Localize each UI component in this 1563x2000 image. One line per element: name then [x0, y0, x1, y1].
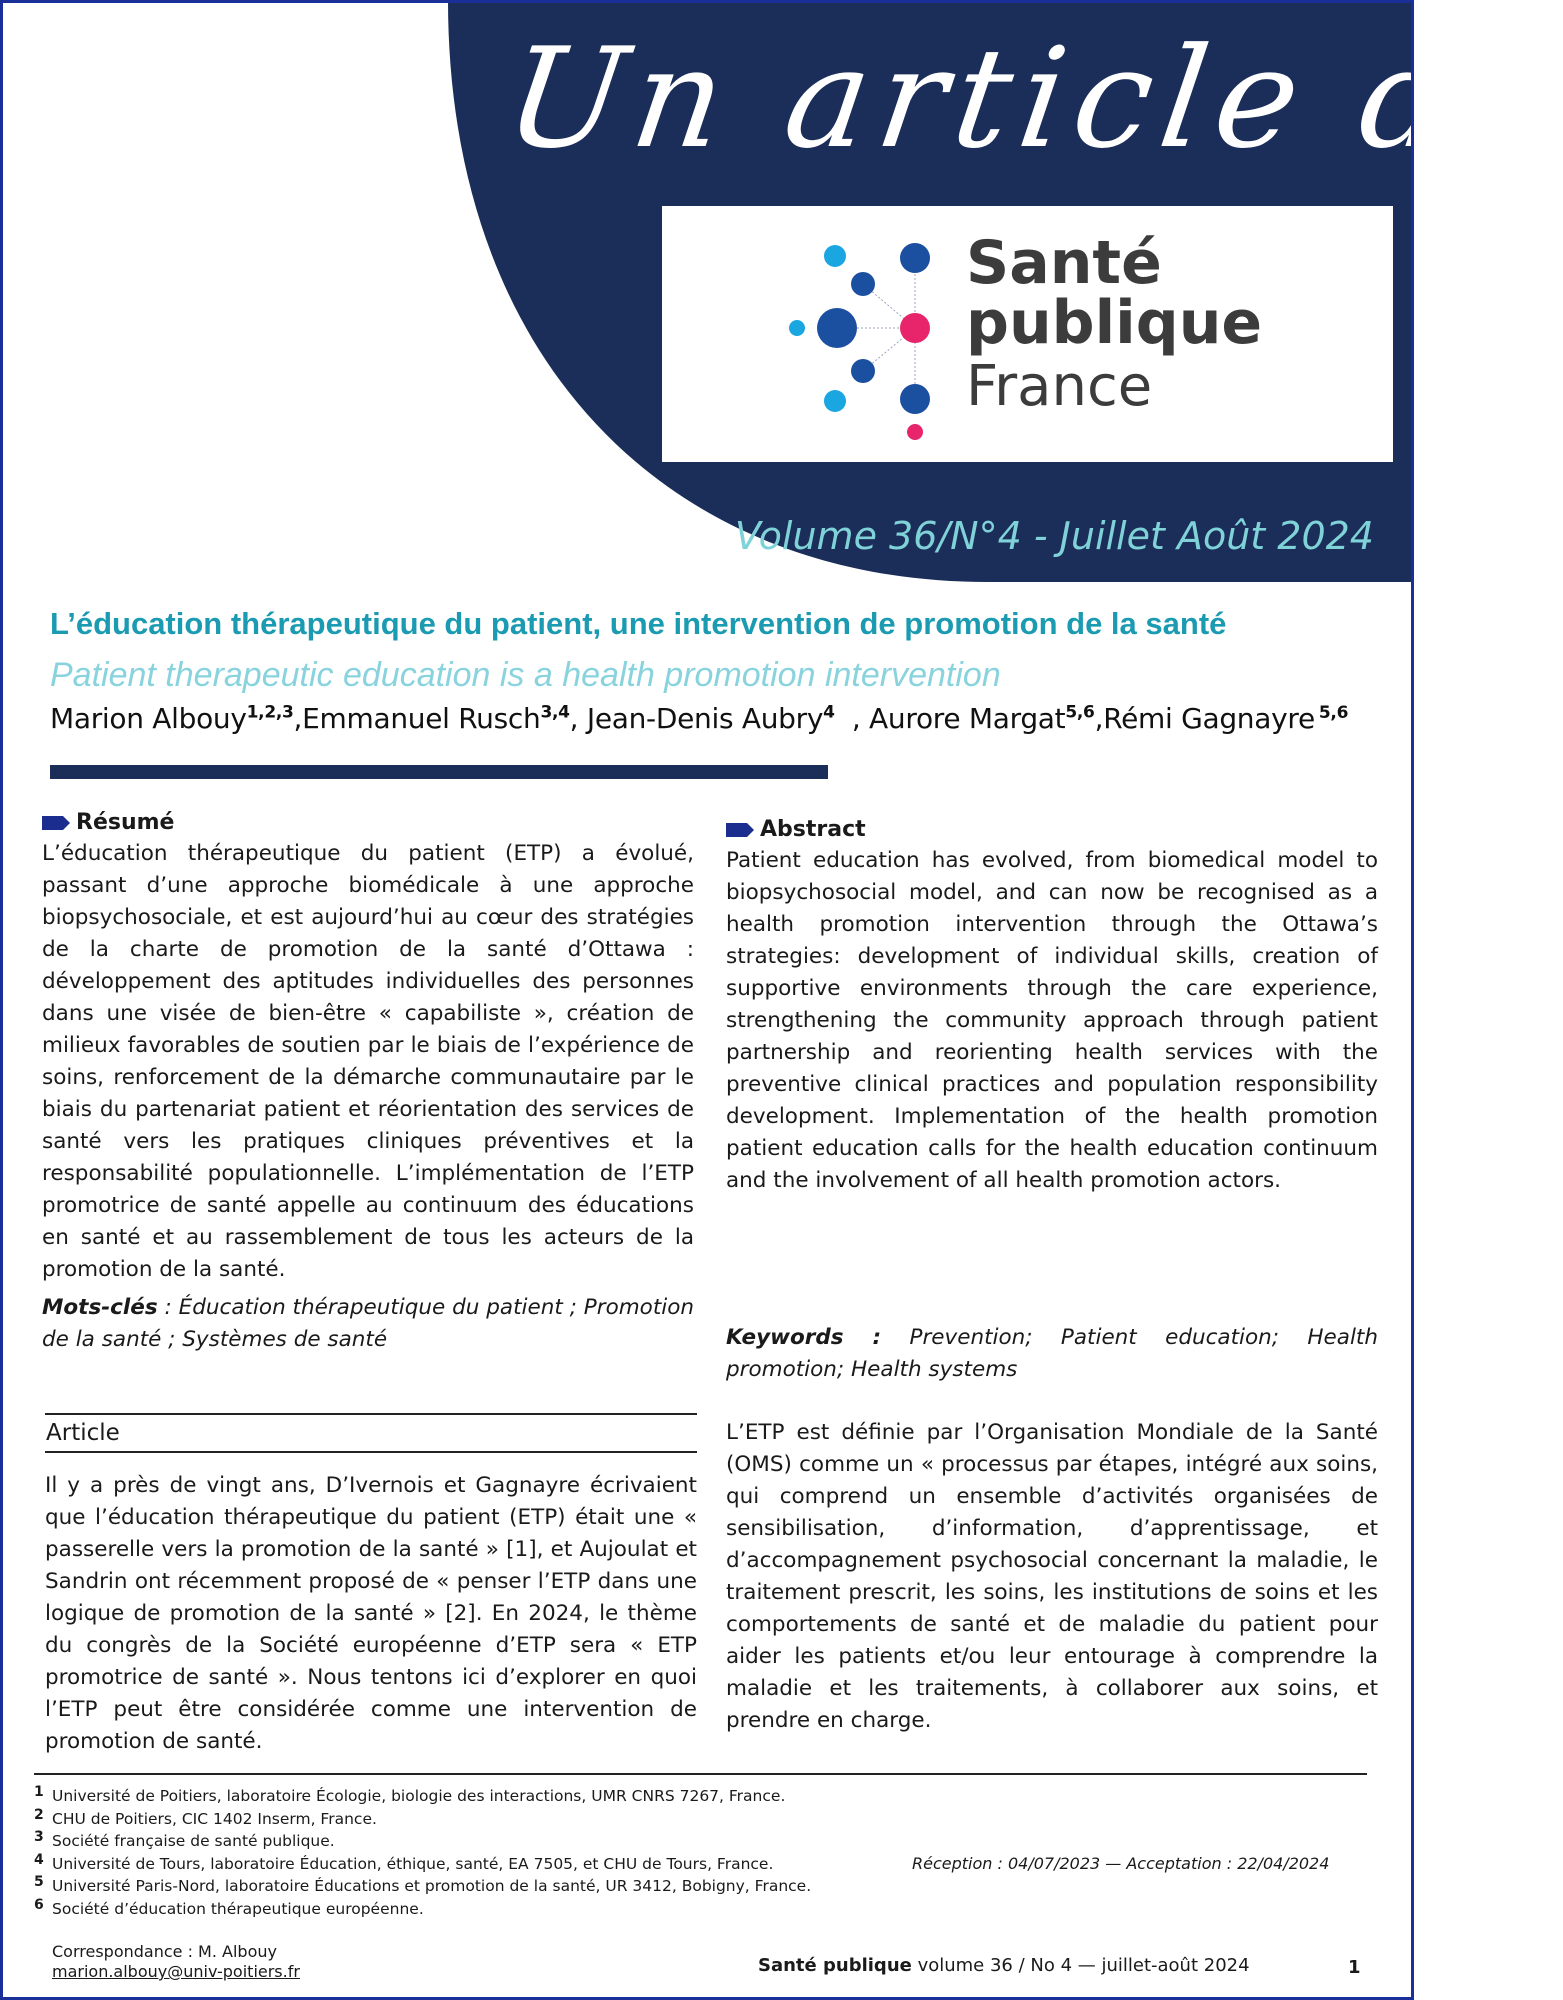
reception-dates: Réception : 04/07/2023 — Acceptation : 22/04/2024	[912, 1854, 1330, 1873]
footnote-text: Université de Tours, laboratoire Éducation, éthique, santé, EA 7505, et CHU de Tours, France.	[52, 1854, 774, 1873]
footnote-text: Société française de santé publique.	[52, 1832, 335, 1850]
footnote-number: 6	[34, 1896, 44, 1913]
footnote-text: Université Paris-Nord, laboratoire Éducations et promotion de la santé, UR 3412, Bobigny, France.	[52, 1877, 812, 1895]
article-paragraph-2: L’ETP est définie par l’Organisation Mondiale de la Santé (OMS) comme un « processus par étapes, intégré aux soins, qui comprend un ensemble d’activités organisées de sensibilisation, d’information, d’apprentissage, et d’accompagnement psychosocial concernant la maladie, le traitement prescrit, les soins, les institutions de soins et les comportements de santé et de maladie du patient pour aider les patients et/ou leur entourage à comprendre la maladie et les traitements, à collaborer aux soins, et prendre en charge.	[726, 1420, 1378, 1733]
footnote-item	[34, 1830, 1367, 1853]
resume-keywords-label: Mots-clés	[42, 1295, 158, 1320]
logo-line-france: France	[966, 354, 1153, 419]
abstract-text: Patient education has evolved, from biomedical model to biopsychosocial model, and can now be recognised as a health promotion intervention through the Ottawa’s strategies: development of individual skills, creation of supportive environments through the care experience, strengthening the community approach through patient partnership and reorienting health services with the preventive clinical practices and population responsibility development. Implementation of the health promotion patient education calls for the health education continuum and the involvement of all health promotion actors.	[726, 848, 1378, 1193]
arrow-tag-icon	[726, 823, 754, 837]
footer-journal-name: Santé publique	[758, 1955, 912, 1976]
title-english: Patient therapeutic education is a health promotion intervention	[50, 656, 1001, 694]
resume-heading	[42, 808, 694, 838]
correspondence-label: Correspondance : M. Albouy	[52, 1942, 277, 1961]
footnote-number: 2	[34, 1806, 44, 1823]
footnote-item	[34, 1875, 1367, 1898]
author-name: Marion Albouy	[50, 702, 247, 735]
author-name: Rémi Gagnayre	[1103, 702, 1315, 735]
author-affiliation: 3,4	[540, 702, 570, 723]
author-affiliation: 4	[823, 702, 835, 723]
abstract-section	[726, 815, 1378, 1197]
title-french: L’éducation thérapeutique du patient, une intervention de promotion de la santé	[50, 606, 1227, 641]
abstract-heading	[726, 815, 1378, 845]
article-paragraph-1: Il y a près de vingt ans, D’Ivernois et Gagnayre écrivaient que l’éducation thérapeutique du patient (ETP) était une « passerelle vers la promotion de la santé » [1], et Aujoulat et Sandrin ont récemment proposé de « penser l’ETP dans une logique de promotion de la santé » [2]. En 2024, le thème du congrès de la Société européenne d’ETP sera « ETP promotrice de santé ». Nous tentons ici d’explorer en quoi l’ETP peut être considérée comme une intervention de promotion de santé.	[45, 1473, 697, 1754]
banner-script-title: Un article de	[496, 18, 1563, 179]
resume-section	[42, 808, 694, 1356]
abstract-heading-label: Abstract	[760, 817, 866, 842]
volume-issue: Volume 36/N°4 - Juillet Août 2024	[734, 514, 1374, 558]
footnote-number: 1	[34, 1784, 44, 1800]
logo-wordmark	[966, 228, 1263, 419]
resume-heading-label: Résumé	[76, 810, 175, 835]
footnote-text: Université de Poitiers, laboratoire Écologie, biologie des interactions, UMR CNRS 7267, France.	[52, 1787, 786, 1805]
footer-journal-issue: volume 36 / No 4 — juillet-août 2024	[911, 1955, 1250, 1976]
footnote-number: 5	[34, 1874, 44, 1890]
correspondence	[52, 1942, 300, 1982]
author-name: Aurore Margat	[869, 702, 1066, 735]
abstract-keywords	[726, 1322, 1378, 1386]
logo-line-sante: Santé	[966, 228, 1162, 298]
footnote-item	[34, 1898, 1367, 1921]
footnote-text: Société d’éducation thérapeutique européenne.	[52, 1899, 424, 1918]
author-affiliation: 5,6	[1065, 702, 1095, 723]
abstract-keywords-label: Keywords :	[726, 1325, 882, 1350]
resume-keywords	[42, 1292, 694, 1356]
author-list	[50, 702, 1348, 735]
author-separator: ,	[569, 702, 587, 735]
title-divider-bar	[50, 765, 828, 779]
page-number: 1	[1348, 1957, 1361, 1978]
author-name: Jean-Denis Aubry	[586, 702, 824, 735]
footer-journal-info	[758, 1955, 1250, 1976]
author-affiliation: 1,2,3	[246, 702, 294, 723]
article-heading: Article	[45, 1413, 697, 1453]
abstract-keywords-text: Prevention; Patient education; Health promotion; Health systems	[726, 1325, 1378, 1382]
author-separator: ,	[834, 702, 870, 735]
footnote-item	[34, 1785, 1367, 1808]
footnote-number: 3	[34, 1829, 44, 1845]
affiliations-footnotes	[34, 1773, 1367, 1920]
footnote-item	[34, 1808, 1367, 1831]
correspondence-email-link[interactable]: marion.albouy@univ-poitiers.fr	[52, 1962, 300, 1981]
author-name: Emmanuel Rusch	[302, 702, 541, 735]
logo-line-publique: publique	[966, 288, 1263, 358]
footnote-number: 4	[34, 1851, 44, 1868]
resume-text: L’éducation thérapeutique du patient (ETP) a évolué, passant d’une approche biomédicale à une approche biopsychosociale, et est aujourd’hui au cœur des stratégies de la charte de promotion de la santé d’Ottawa : développement des aptitudes individuelles des personnes dans une visée de bien-être « capabiliste », création de milieux favorables de soutien par le biais de l’expérience de soins, renforcement de la démarche communautaire par le biais du partenariat patient et réorientation des services de santé vers les pratiques cliniques préventives et la responsabilité populationnelle. L’implémentation de l’ETP promotrice de santé appelle au continuum des éducations en santé et au rassemblement de tous les acteurs de la promotion de la santé.	[42, 841, 694, 1282]
arrow-tag-icon	[42, 816, 70, 830]
footnote-text: CHU de Poitiers, CIC 1402 Inserm, France.	[52, 1809, 377, 1828]
author-separator: ,	[1094, 702, 1104, 735]
author-separator: ,	[293, 702, 303, 735]
resume-keywords-text: : Éducation thérapeutique du patient ; Promotion de la santé ; Systèmes de santé	[42, 1295, 694, 1352]
author-affiliation: 5,6	[1318, 702, 1349, 723]
